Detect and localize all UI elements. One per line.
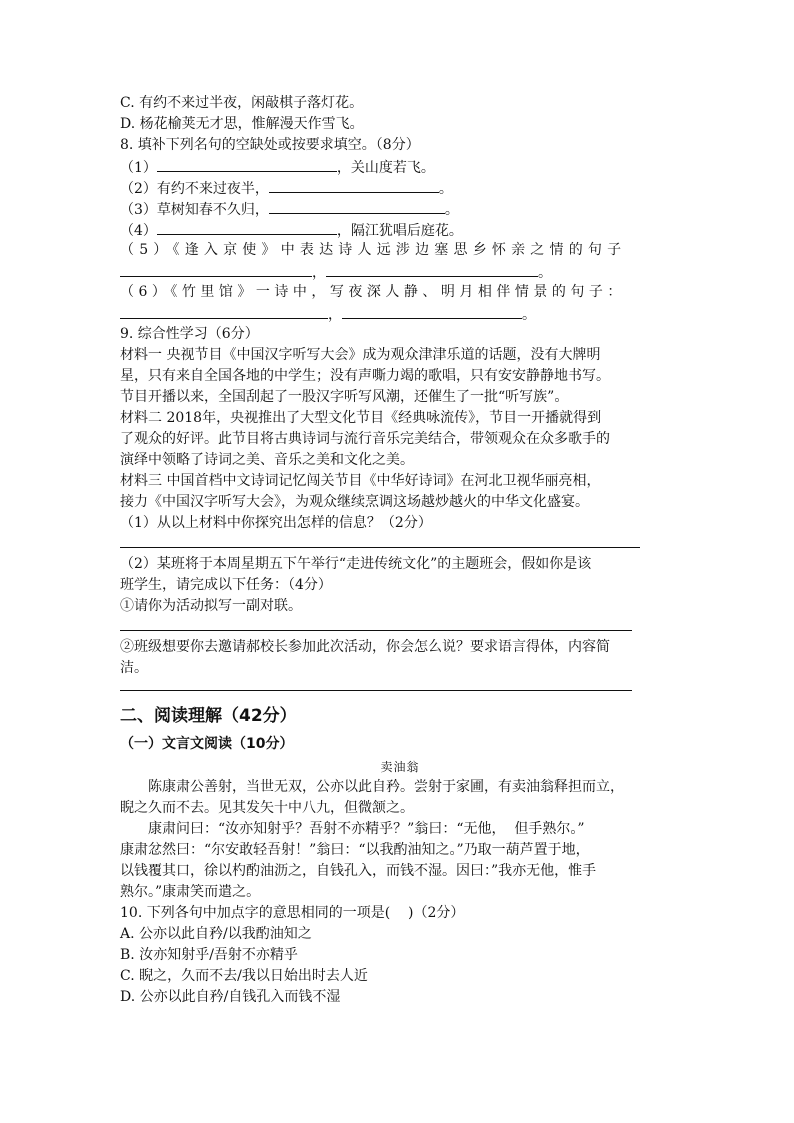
q9-material-1-line-1: 材料一 央视节目《中国汉字听写大会》成为观众津津乐道的话题，没有大牌明 (120, 347, 601, 363)
q8-item-5-period: 。 (538, 265, 552, 281)
q8-blank-4[interactable] (157, 219, 337, 235)
q9-answer-line-1[interactable] (120, 546, 640, 548)
q8-item-6-blanks (120, 303, 680, 324)
q9-material-3-line-1: 材料三 中国首档中文诗词记忆闯关节目《中华好诗词》在河北卫视华丽亮相， (120, 473, 601, 489)
q9-task-2-line-2: 洁。 (120, 660, 148, 676)
q8-blank-6b[interactable] (342, 303, 522, 319)
passage-p2-line-1: 康肃问曰：“汝亦知射乎？吾射不亦精乎？”翁曰：“无他， 但手熟尔。” (148, 821, 585, 837)
q8-stem: 8. 填补下列名句的空缺处或按要求填空。（8分） (120, 137, 420, 153)
q8-item-5-blanks (120, 261, 680, 282)
q9-stem: 9. 综合性学习（6分） (120, 326, 259, 342)
q8-item-5: （5）《逢入京使》中表达诗人远涉边塞思乡怀亲之情的句子 (120, 242, 627, 258)
q9-subquestion-2-line-1: （2）某班将于本周星期五下午举行“走进传统文化”的主题班会，假如你是该 (120, 556, 592, 572)
q9-material-3-line-2: 接力《中国汉字听写大会》，为观众继续烹调这场越炒越火的中华文化盛宴。 (120, 494, 589, 510)
q8-item-2-prefix: （2）有约不来过夜半， (120, 181, 269, 197)
q8-item-3-prefix: （3）草树知春不久归， (120, 202, 269, 218)
q10-option-a: A. 公亦以此自矜/以我酌油知之 (120, 926, 312, 942)
q8-item-6-comma: ， (328, 307, 342, 323)
passage-p1-line-2: 睨之久而不去。见其发矢十中八九，但微颔之。 (120, 800, 414, 816)
q8-item-5-comma: ， (312, 265, 326, 281)
q9-material-2-line-3: 演绎中领略了诗词之美、音乐之美和文化之美。 (120, 452, 414, 468)
q8-blank-2[interactable] (269, 177, 439, 193)
q9-answer-line-2[interactable] (120, 629, 632, 631)
q8-item-1-suffix: ，关山度若飞。 (336, 160, 435, 176)
q8-blank-3[interactable] (269, 198, 445, 214)
q9-task-1: ①请你为活动拟写一副对联。 (120, 598, 302, 614)
q8-item-3-suffix: 。 (444, 202, 459, 218)
q8-item-1 (120, 156, 680, 177)
section-2-subheading: （一）文言文阅读（10分） (120, 736, 294, 752)
q9-material-1-line-2: 星，只有来自全国各地的中学生；没有声嘶力竭的歌唱，只有安安静静地书写。 (120, 368, 610, 384)
q9-material-2-line-1: 材料二 2018年，央视推出了大型文化节目《经典咏流传》，节目一开播就得到 (120, 410, 602, 426)
exam-page (120, 93, 680, 1008)
passage-title: 卖油翁 (380, 760, 420, 774)
q8-item-4 (120, 219, 680, 240)
q7-option-d: D. 杨花榆荚无才思，惟解漫天作雪飞。 (120, 116, 364, 132)
passage-p1-line-1: 陈康肃公善射，当世无双，公亦以此自矜。尝射于家圃，有卖油翁释担而立， (148, 779, 624, 795)
q8-blank-5b[interactable] (326, 261, 538, 277)
q8-item-2 (120, 177, 680, 198)
q8-item-3 (120, 198, 680, 219)
q10-option-c: C. 睨之，久而不去/我以日始出时去人近 (120, 968, 368, 984)
q8-item-6-period: 。 (522, 307, 536, 323)
q8-item-6: （6）《竹里馆》一诗中，写夜深人静、明月相伴情景的句子： (120, 284, 626, 300)
q9-task-2-line-1: ②班级想要你去邀请郝校长参加此次活动，你会怎么说？要求语言得体，内容简 (120, 639, 610, 655)
q9-subquestion-1: （1）从以上材料中你探究出怎样的信息？（2分） (120, 515, 432, 531)
q9-subquestion-2-line-2: 班学生，请完成以下任务：（4分） (120, 577, 332, 593)
q8-blank-5a[interactable] (120, 261, 312, 277)
q8-item-2-suffix: 。 (438, 181, 453, 197)
q7-option-c: C. 有约不来过半夜，闲敲棋子落灯花。 (120, 95, 364, 111)
q9-material-2-line-2: 了观众的好评。此节目将古典诗词与流行音乐完美结合，带领观众在众多歌手的 (120, 431, 610, 447)
q10-option-d: D. 公亦以此自矜/自钱孔入而钱不湿 (120, 989, 341, 1005)
q9-answer-line-3[interactable] (120, 689, 632, 691)
q8-blank-1[interactable] (157, 156, 337, 172)
passage-p2-line-4: 熟尔。”康肃笑而遣之。 (120, 884, 261, 900)
q8-item-4-prefix: （4） (120, 223, 157, 239)
q10-option-b: B. 汝亦知射乎/吾射不亦精乎 (120, 947, 298, 963)
passage-p2-line-2: 康肃忿然曰：“尔安敢轻吾射！”翁曰：“以我酌油知之。”乃取一葫芦置于地， (120, 842, 590, 858)
q10-stem: 10. 下列各句中加点字的意思相同的一项是( )（2分） (120, 905, 465, 921)
q8-item-4-suffix: ，隔江犹唱后庭花。 (336, 223, 463, 239)
q8-item-1-prefix: （1） (120, 160, 157, 176)
q9-material-1-line-3: 节目开播以来，全国刮起了一股汉字听写风潮，还催生了一批“听写族”。 (120, 389, 569, 405)
section-2-heading: 二、阅读理解（42分） (120, 706, 297, 726)
q8-blank-6a[interactable] (120, 303, 328, 319)
passage-p2-line-3: 以钱覆其口，徐以杓酌油沥之，自钱孔入，而钱不湿。因曰：”我亦无他，惟手 (120, 863, 597, 879)
